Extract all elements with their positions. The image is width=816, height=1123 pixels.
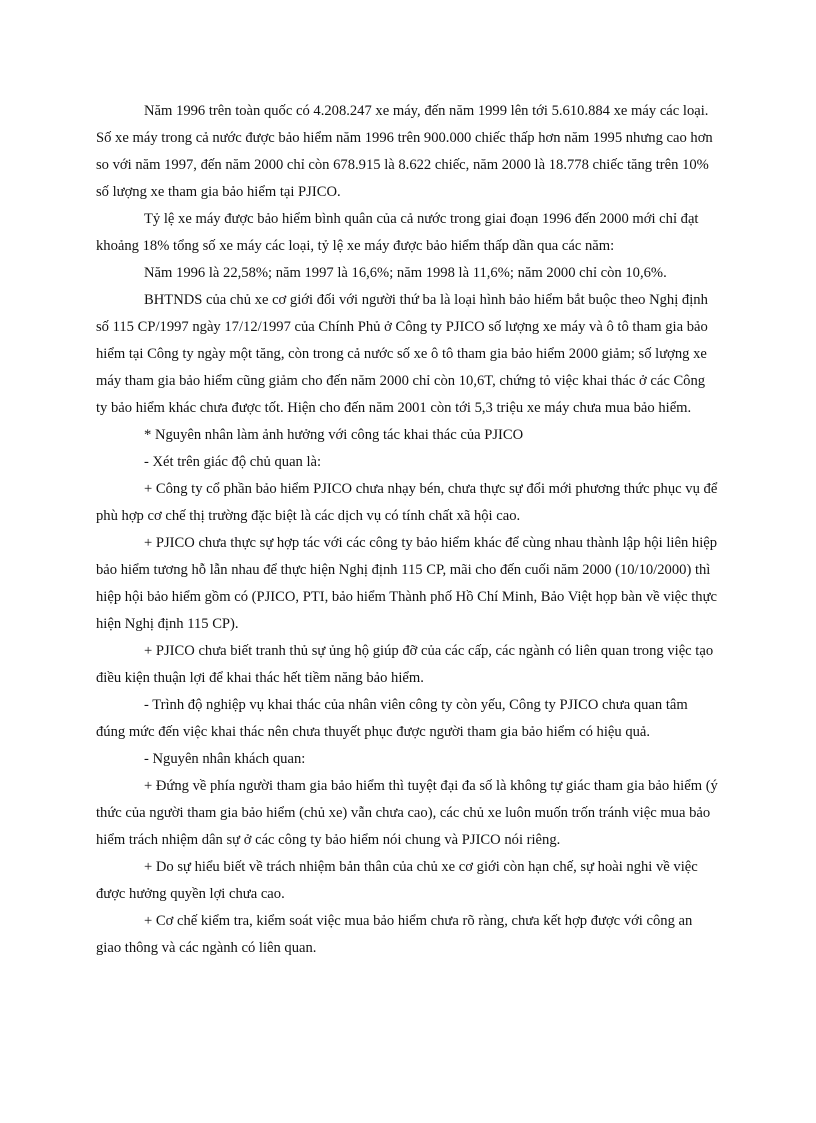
paragraph-bhtnds: BHTNDS của chủ xe cơ giới đối với người thứ ba là loại hình bảo hiểm bắt buộc theo Nghị định số 115 CP/1997 ngày 17/12/1997 của Chính Phủ ở Công ty PJICO số lượng xe máy và ô tô tham gia bảo hiểm tại Công ty ngày một tăng, còn trong cả nước số xe ô tô tham gia bảo hiểm 2000 giảm; số lượng xe máy tham gia bảo hiểm cũng giảm cho đến năm 2000 chỉ còn 10,6T, chứng tỏ việc khai thác ở các Công ty bảo hiểm khác chưa được tốt. Hiện cho đến năm 2001 còn tới 5,3 triệu xe máy chưa mua bảo hiểm. — [96, 292, 708, 416]
paragraph-objective-2: + Do sự hiểu biết về trách nhiệm bản thân của chủ xe cơ giới còn hạn chế, sự hoài nghi về việc được hưởng quyền lợi chưa cao. — [96, 859, 698, 902]
paragraph-objective-3: + Cơ chế kiểm tra, kiểm soát việc mua bảo hiểm chưa rõ ràng, chưa kết hợp được với công an giao thông và các ngành có liên quan. — [96, 913, 693, 956]
paragraph-subjective-2: + PJICO chưa thực sự hợp tác với các công ty bảo hiểm khác để cùng nhau thành lập hội liên hiệp bảo hiểm tương hỗ lẫn nhau để thực hiện Nghị định 115 CP, mãi cho đến cuối năm 2000 (10/10/2000) thì hiệp hội bảo hiểm gồm có (PJICO, PTI, bảo hiểm Thành phố Hồ Chí Minh, Bảo Việt họp bàn về việc thực hiện Nghị định 115 CP). — [96, 535, 718, 632]
paragraph-causes-heading: * Nguyên nhân làm ảnh hưởng với công tác khai thác của PJICO — [144, 427, 524, 443]
paragraph-objective-1: + Đứng về phía người tham gia bảo hiểm thì tuyệt đại đa số là không tự giác tham gia bảo hiểm (ý thức của người tham gia bảo hiểm (chủ xe) vẫn chưa cao), các chủ xe luôn muốn trốn tránh việc mua bảo hiểm trách nhiệm dân sự ở các công ty bảo hiểm nói chung và PJICO nói riêng. — [96, 778, 718, 848]
paragraph-insured-ratio: Tỷ lệ xe máy được bảo hiểm bình quân của cả nước trong giai đoạn 1996 đến 2000 mới chỉ đạt khoảng 18% tổng số xe máy các loại, tỷ lệ xe máy được bảo hiểm thấp dần qua các năm: — [96, 211, 699, 254]
paragraph-subjective-1: + Công ty cổ phần bảo hiểm PJICO chưa nhạy bén, chưa thực sự đổi mới phương thức phục vụ để phù hợp cơ chế thị trường đặc biệt là các dịch vụ có tính chất xã hội cao. — [96, 481, 718, 524]
paragraph-subjective-3: + PJICO chưa biết tranh thủ sự ủng hộ giúp đỡ của các cấp, các ngành có liên quan trong việc tạo điều kiện thuận lợi để khai thác hết tiềm năng bảo hiểm. — [96, 643, 714, 686]
paragraph-objective-heading: - Nguyên nhân khách quan: — [144, 751, 306, 767]
paragraph-subjective-heading: - Xét trên giác độ chủ quan là: — [144, 454, 322, 470]
paragraph-subjective-4: - Trình độ nghiệp vụ khai thác của nhân viên công ty còn yếu, Công ty PJICO chưa quan tâm đúng mức đến việc khai thác nên chưa thuyết phục được người tham gia bảo hiểm có hiệu quả. — [96, 697, 688, 740]
document-body — [96, 98, 720, 962]
paragraph-yearly-ratios: Năm 1996 là 22,58%; năm 1997 là 16,6%; năm 1998 là 11,6%; năm 2000 chỉ còn 10,6%. — [144, 265, 667, 281]
paragraph-motorbike-statistics: Năm 1996 trên toàn quốc có 4.208.247 xe máy, đến năm 1999 lên tới 5.610.884 xe máy các loại. Số xe máy trong cả nước được bảo hiểm năm 1996 trên 900.000 chiếc thấp hơn năm 1995 nhưng cao hơn so với năm 1997, đến năm 2000 chỉ còn 678.915 là 8.622 chiếc, năm 2000 là 18.778 chiếc tăng trên 10% số lượng xe tham gia bảo hiểm tại PJICO. — [96, 103, 713, 200]
